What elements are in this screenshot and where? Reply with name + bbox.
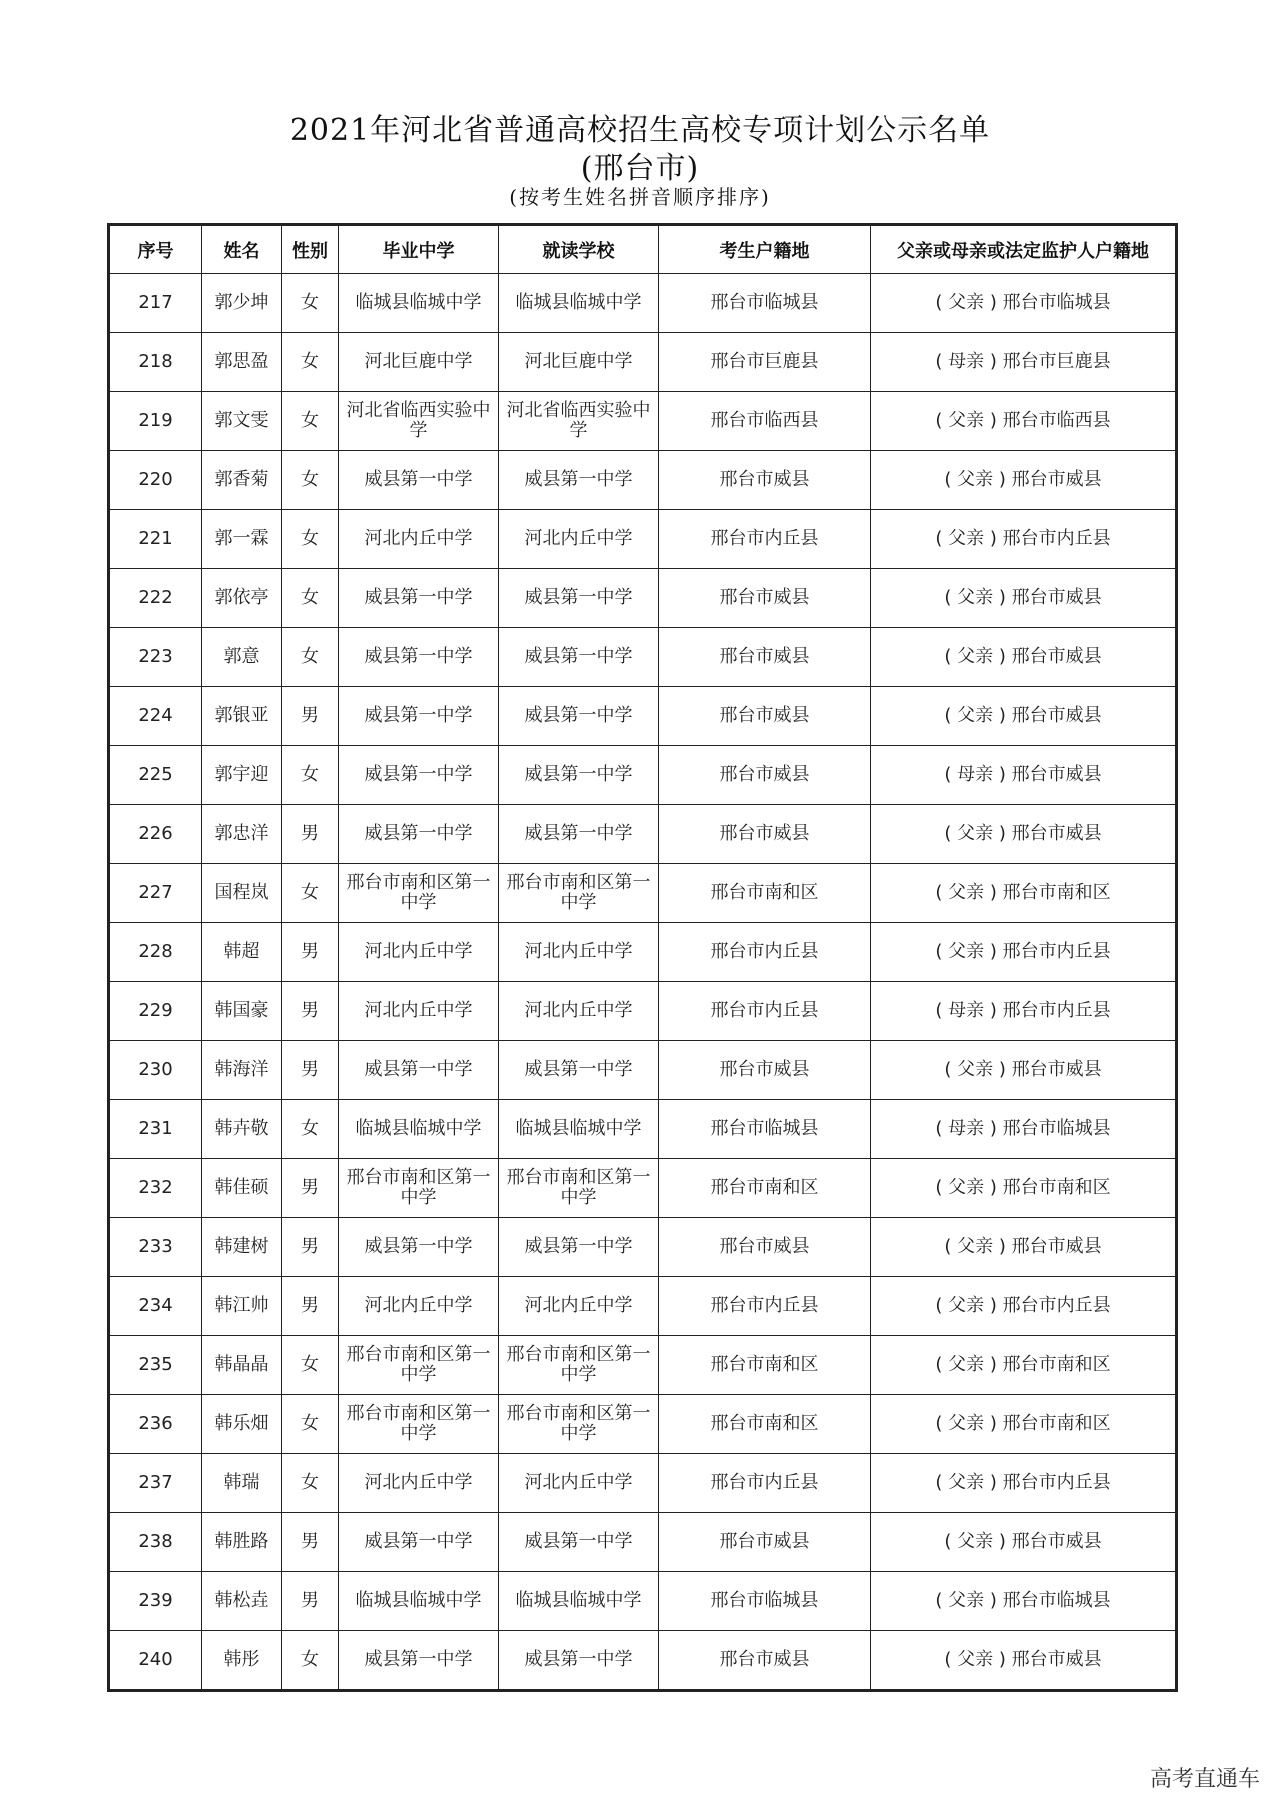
table-row — [109, 1041, 1177, 1100]
cell-name: 国程岚 — [202, 864, 282, 923]
table-row — [109, 1218, 1177, 1277]
cell-guardian-hukou: ( 父亲 ) 邢台市威县 — [871, 569, 1177, 628]
cell-graduated-school: 威县第一中学 — [339, 569, 499, 628]
cell-index: 240 — [109, 1631, 202, 1691]
cell-graduated-school: 威县第一中学 — [339, 451, 499, 510]
cell-gender: 男 — [282, 1277, 339, 1336]
cell-graduated-school: 邢台市南和区第一中学 — [339, 864, 499, 923]
cell-guardian-hukou: ( 父亲 ) 邢台市威县 — [871, 805, 1177, 864]
cell-index: 236 — [109, 1395, 202, 1454]
cell-gender: 女 — [282, 1454, 339, 1513]
cell-gender: 女 — [282, 1100, 339, 1159]
cell-current-school: 威县第一中学 — [499, 746, 659, 805]
cell-guardian-hukou: ( 父亲 ) 邢台市临西县 — [871, 392, 1177, 451]
cell-student-hukou: 邢台市威县 — [659, 687, 871, 746]
cell-index: 228 — [109, 923, 202, 982]
cell-graduated-school: 威县第一中学 — [339, 746, 499, 805]
cell-index: 233 — [109, 1218, 202, 1277]
cell-student-hukou: 邢台市内丘县 — [659, 1454, 871, 1513]
cell-graduated-school: 威县第一中学 — [339, 628, 499, 687]
cell-graduated-school: 威县第一中学 — [339, 1513, 499, 1572]
cell-guardian-hukou: ( 父亲 ) 邢台市内丘县 — [871, 510, 1177, 569]
cell-current-school: 临城县临城中学 — [499, 1572, 659, 1631]
cell-index: 227 — [109, 864, 202, 923]
cell-current-school: 威县第一中学 — [499, 1631, 659, 1691]
cell-name: 韩晶晶 — [202, 1336, 282, 1395]
cell-graduated-school: 威县第一中学 — [339, 1218, 499, 1277]
cell-gender: 女 — [282, 274, 339, 333]
cell-index: 239 — [109, 1572, 202, 1631]
table-row — [109, 1513, 1177, 1572]
table-row — [109, 1631, 1177, 1691]
cell-guardian-hukou: ( 父亲 ) 邢台市内丘县 — [871, 923, 1177, 982]
cell-graduated-school: 威县第一中学 — [339, 1041, 499, 1100]
cell-name: 韩胜路 — [202, 1513, 282, 1572]
cell-guardian-hukou: ( 父亲 ) 邢台市威县 — [871, 451, 1177, 510]
cell-index: 231 — [109, 1100, 202, 1159]
cell-gender: 女 — [282, 392, 339, 451]
cell-current-school: 邢台市南和区第一中学 — [499, 1159, 659, 1218]
cell-student-hukou: 邢台市威县 — [659, 569, 871, 628]
cell-student-hukou: 邢台市南和区 — [659, 864, 871, 923]
table-row — [109, 687, 1177, 746]
cell-student-hukou: 邢台市内丘县 — [659, 923, 871, 982]
cell-current-school: 邢台市南和区第一中学 — [499, 864, 659, 923]
table-row — [109, 392, 1177, 451]
table-row — [109, 1395, 1177, 1454]
cell-current-school: 河北内丘中学 — [499, 1277, 659, 1336]
cell-current-school: 临城县临城中学 — [499, 1100, 659, 1159]
cell-gender: 男 — [282, 1513, 339, 1572]
cell-gender: 女 — [282, 569, 339, 628]
cell-guardian-hukou: ( 父亲 ) 邢台市南和区 — [871, 1395, 1177, 1454]
cell-current-school: 威县第一中学 — [499, 1513, 659, 1572]
cell-gender: 男 — [282, 805, 339, 864]
table-body — [109, 274, 1177, 1691]
cell-name: 韩彤 — [202, 1631, 282, 1691]
cell-name: 郭一霖 — [202, 510, 282, 569]
table-row — [109, 805, 1177, 864]
cell-index: 224 — [109, 687, 202, 746]
cell-gender: 女 — [282, 333, 339, 392]
cell-gender: 女 — [282, 1336, 339, 1395]
cell-guardian-hukou: ( 父亲 ) 邢台市内丘县 — [871, 1454, 1177, 1513]
cell-graduated-school: 邢台市南和区第一中学 — [339, 1159, 499, 1218]
cell-guardian-hukou: ( 父亲 ) 邢台市威县 — [871, 628, 1177, 687]
cell-student-hukou: 邢台市威县 — [659, 1041, 871, 1100]
cell-graduated-school: 临城县临城中学 — [339, 1572, 499, 1631]
cell-current-school: 河北内丘中学 — [499, 923, 659, 982]
cell-current-school: 邢台市南和区第一中学 — [499, 1395, 659, 1454]
cell-gender: 男 — [282, 982, 339, 1041]
table-row — [109, 274, 1177, 333]
cell-gender: 男 — [282, 1218, 339, 1277]
cell-guardian-hukou: ( 父亲 ) 邢台市南和区 — [871, 864, 1177, 923]
cell-index: 218 — [109, 333, 202, 392]
cell-current-school: 威县第一中学 — [499, 687, 659, 746]
cell-graduated-school: 邢台市南和区第一中学 — [339, 1336, 499, 1395]
table-row — [109, 333, 1177, 392]
cell-index: 222 — [109, 569, 202, 628]
cell-graduated-school: 河北内丘中学 — [339, 982, 499, 1041]
cell-current-school: 威县第一中学 — [499, 1041, 659, 1100]
document-title: 2021年河北省普通高校招生高校专项计划公示名单 — [289, 113, 991, 148]
cell-graduated-school: 河北内丘中学 — [339, 1277, 499, 1336]
header-row — [109, 225, 1177, 274]
cell-name: 韩佳硕 — [202, 1159, 282, 1218]
table-row — [109, 1336, 1177, 1395]
cell-name: 郭思盈 — [202, 333, 282, 392]
cell-current-school: 河北内丘中学 — [499, 1454, 659, 1513]
column-header-gender: 性别 — [282, 225, 339, 274]
cell-name: 郭依亭 — [202, 569, 282, 628]
cell-guardian-hukou: ( 母亲 ) 邢台市临城县 — [871, 1100, 1177, 1159]
cell-guardian-hukou: ( 父亲 ) 邢台市威县 — [871, 1041, 1177, 1100]
cell-name: 郭意 — [202, 628, 282, 687]
cell-name: 韩海洋 — [202, 1041, 282, 1100]
table-row — [109, 1277, 1177, 1336]
table-row — [109, 923, 1177, 982]
table-row — [109, 569, 1177, 628]
cell-student-hukou: 邢台市南和区 — [659, 1395, 871, 1454]
cell-index: 223 — [109, 628, 202, 687]
cell-index: 226 — [109, 805, 202, 864]
cell-index: 220 — [109, 451, 202, 510]
cell-current-school: 威县第一中学 — [499, 805, 659, 864]
cell-name: 韩瑞 — [202, 1454, 282, 1513]
cell-gender: 男 — [282, 687, 339, 746]
cell-student-hukou: 邢台市临城县 — [659, 274, 871, 333]
cell-gender: 男 — [282, 1572, 339, 1631]
cell-current-school: 河北省临西实验中学 — [499, 392, 659, 451]
cell-guardian-hukou: ( 母亲 ) 邢台市威县 — [871, 746, 1177, 805]
cell-graduated-school: 临城县临城中学 — [339, 274, 499, 333]
cell-index: 238 — [109, 1513, 202, 1572]
cell-gender: 女 — [282, 746, 339, 805]
cell-current-school: 河北内丘中学 — [499, 510, 659, 569]
cell-current-school: 威县第一中学 — [499, 1218, 659, 1277]
column-header-guardian-hukou: 父亲或母亲或法定监护人户籍地 — [871, 225, 1177, 274]
cell-gender: 女 — [282, 1631, 339, 1691]
cell-gender: 女 — [282, 451, 339, 510]
cell-student-hukou: 邢台市威县 — [659, 805, 871, 864]
cell-student-hukou: 邢台市威县 — [659, 1631, 871, 1691]
cell-current-school: 威县第一中学 — [499, 569, 659, 628]
cell-graduated-school: 河北内丘中学 — [339, 1454, 499, 1513]
table-row — [109, 982, 1177, 1041]
cell-student-hukou: 邢台市南和区 — [659, 1336, 871, 1395]
cell-guardian-hukou: ( 父亲 ) 邢台市临城县 — [871, 1572, 1177, 1631]
cell-graduated-school: 河北内丘中学 — [339, 510, 499, 569]
cell-index: 221 — [109, 510, 202, 569]
cell-student-hukou: 邢台市威县 — [659, 628, 871, 687]
table-row — [109, 451, 1177, 510]
cell-graduated-school: 临城县临城中学 — [339, 1100, 499, 1159]
cell-name: 韩建树 — [202, 1218, 282, 1277]
cell-name: 韩超 — [202, 923, 282, 982]
cell-guardian-hukou: ( 父亲 ) 邢台市威县 — [871, 1631, 1177, 1691]
cell-name: 郭香菊 — [202, 451, 282, 510]
sort-note: (按考生姓名拼音顺序排序) — [509, 185, 771, 209]
cell-student-hukou: 邢台市威县 — [659, 1513, 871, 1572]
cell-name: 韩国豪 — [202, 982, 282, 1041]
table-row — [109, 510, 1177, 569]
column-header-index: 序号 — [109, 225, 202, 274]
cell-index: 219 — [109, 392, 202, 451]
cell-gender: 男 — [282, 923, 339, 982]
cell-index: 225 — [109, 746, 202, 805]
cell-gender: 女 — [282, 864, 339, 923]
table-row — [109, 1100, 1177, 1159]
cell-name: 郭银亚 — [202, 687, 282, 746]
cell-index: 235 — [109, 1336, 202, 1395]
cell-index: 229 — [109, 982, 202, 1041]
cell-gender: 女 — [282, 510, 339, 569]
column-header-student-hukou: 考生户籍地 — [659, 225, 871, 274]
cell-name: 郭少坤 — [202, 274, 282, 333]
cell-student-hukou: 邢台市威县 — [659, 746, 871, 805]
cell-name: 郭宇迎 — [202, 746, 282, 805]
cell-graduated-school: 河北巨鹿中学 — [339, 333, 499, 392]
table-row — [109, 1159, 1177, 1218]
cell-graduated-school: 威县第一中学 — [339, 687, 499, 746]
cell-name: 韩卉敬 — [202, 1100, 282, 1159]
table-row — [109, 628, 1177, 687]
watermark-text: 高考直通车 — [1149, 1767, 1260, 1792]
cell-student-hukou: 邢台市内丘县 — [659, 1277, 871, 1336]
roster-table — [107, 223, 1178, 1692]
cell-gender: 男 — [282, 1159, 339, 1218]
cell-graduated-school: 威县第一中学 — [339, 805, 499, 864]
cell-guardian-hukou: ( 父亲 ) 邢台市威县 — [871, 687, 1177, 746]
cell-index: 232 — [109, 1159, 202, 1218]
cell-name: 郭忠洋 — [202, 805, 282, 864]
cell-index: 237 — [109, 1454, 202, 1513]
cell-student-hukou: 邢台市内丘县 — [659, 510, 871, 569]
cell-gender: 男 — [282, 1041, 339, 1100]
cell-student-hukou: 邢台市临城县 — [659, 1572, 871, 1631]
cell-current-school: 临城县临城中学 — [499, 274, 659, 333]
cell-student-hukou: 邢台市南和区 — [659, 1159, 871, 1218]
cell-index: 230 — [109, 1041, 202, 1100]
cell-name: 韩松垚 — [202, 1572, 282, 1631]
cell-student-hukou: 邢台市威县 — [659, 451, 871, 510]
cell-current-school: 威县第一中学 — [499, 628, 659, 687]
cell-name: 韩江帅 — [202, 1277, 282, 1336]
cell-current-school: 河北内丘中学 — [499, 982, 659, 1041]
table-row — [109, 1572, 1177, 1631]
cell-name: 韩乐畑 — [202, 1395, 282, 1454]
cell-guardian-hukou: ( 父亲 ) 邢台市临城县 — [871, 274, 1177, 333]
cell-guardian-hukou: ( 父亲 ) 邢台市威县 — [871, 1218, 1177, 1277]
column-header-graduated-school: 毕业中学 — [339, 225, 499, 274]
table-header — [109, 225, 1177, 274]
cell-graduated-school: 邢台市南和区第一中学 — [339, 1395, 499, 1454]
cell-graduated-school: 河北省临西实验中学 — [339, 392, 499, 451]
table-row — [109, 1454, 1177, 1513]
cell-index: 217 — [109, 274, 202, 333]
column-header-current-school: 就读学校 — [499, 225, 659, 274]
cell-graduated-school: 威县第一中学 — [339, 1631, 499, 1691]
cell-name: 郭文雯 — [202, 392, 282, 451]
cell-student-hukou: 邢台市临城县 — [659, 1100, 871, 1159]
cell-guardian-hukou: ( 父亲 ) 邢台市威县 — [871, 1513, 1177, 1572]
cell-guardian-hukou: ( 父亲 ) 邢台市南和区 — [871, 1336, 1177, 1395]
table-row — [109, 864, 1177, 923]
cell-student-hukou: 邢台市巨鹿县 — [659, 333, 871, 392]
cell-guardian-hukou: ( 父亲 ) 邢台市南和区 — [871, 1159, 1177, 1218]
cell-student-hukou: 邢台市威县 — [659, 1218, 871, 1277]
document-subtitle: (邢台市) — [580, 151, 700, 186]
cell-guardian-hukou: ( 母亲 ) 邢台市巨鹿县 — [871, 333, 1177, 392]
cell-current-school: 威县第一中学 — [499, 451, 659, 510]
cell-current-school: 邢台市南和区第一中学 — [499, 1336, 659, 1395]
cell-index: 234 — [109, 1277, 202, 1336]
cell-student-hukou: 邢台市临西县 — [659, 392, 871, 451]
cell-guardian-hukou: ( 父亲 ) 邢台市内丘县 — [871, 1277, 1177, 1336]
cell-graduated-school: 河北内丘中学 — [339, 923, 499, 982]
table-row — [109, 746, 1177, 805]
cell-current-school: 河北巨鹿中学 — [499, 333, 659, 392]
cell-student-hukou: 邢台市内丘县 — [659, 982, 871, 1041]
column-header-name: 姓名 — [202, 225, 282, 274]
cell-guardian-hukou: ( 母亲 ) 邢台市内丘县 — [871, 982, 1177, 1041]
cell-gender: 女 — [282, 628, 339, 687]
cell-gender: 女 — [282, 1395, 339, 1454]
